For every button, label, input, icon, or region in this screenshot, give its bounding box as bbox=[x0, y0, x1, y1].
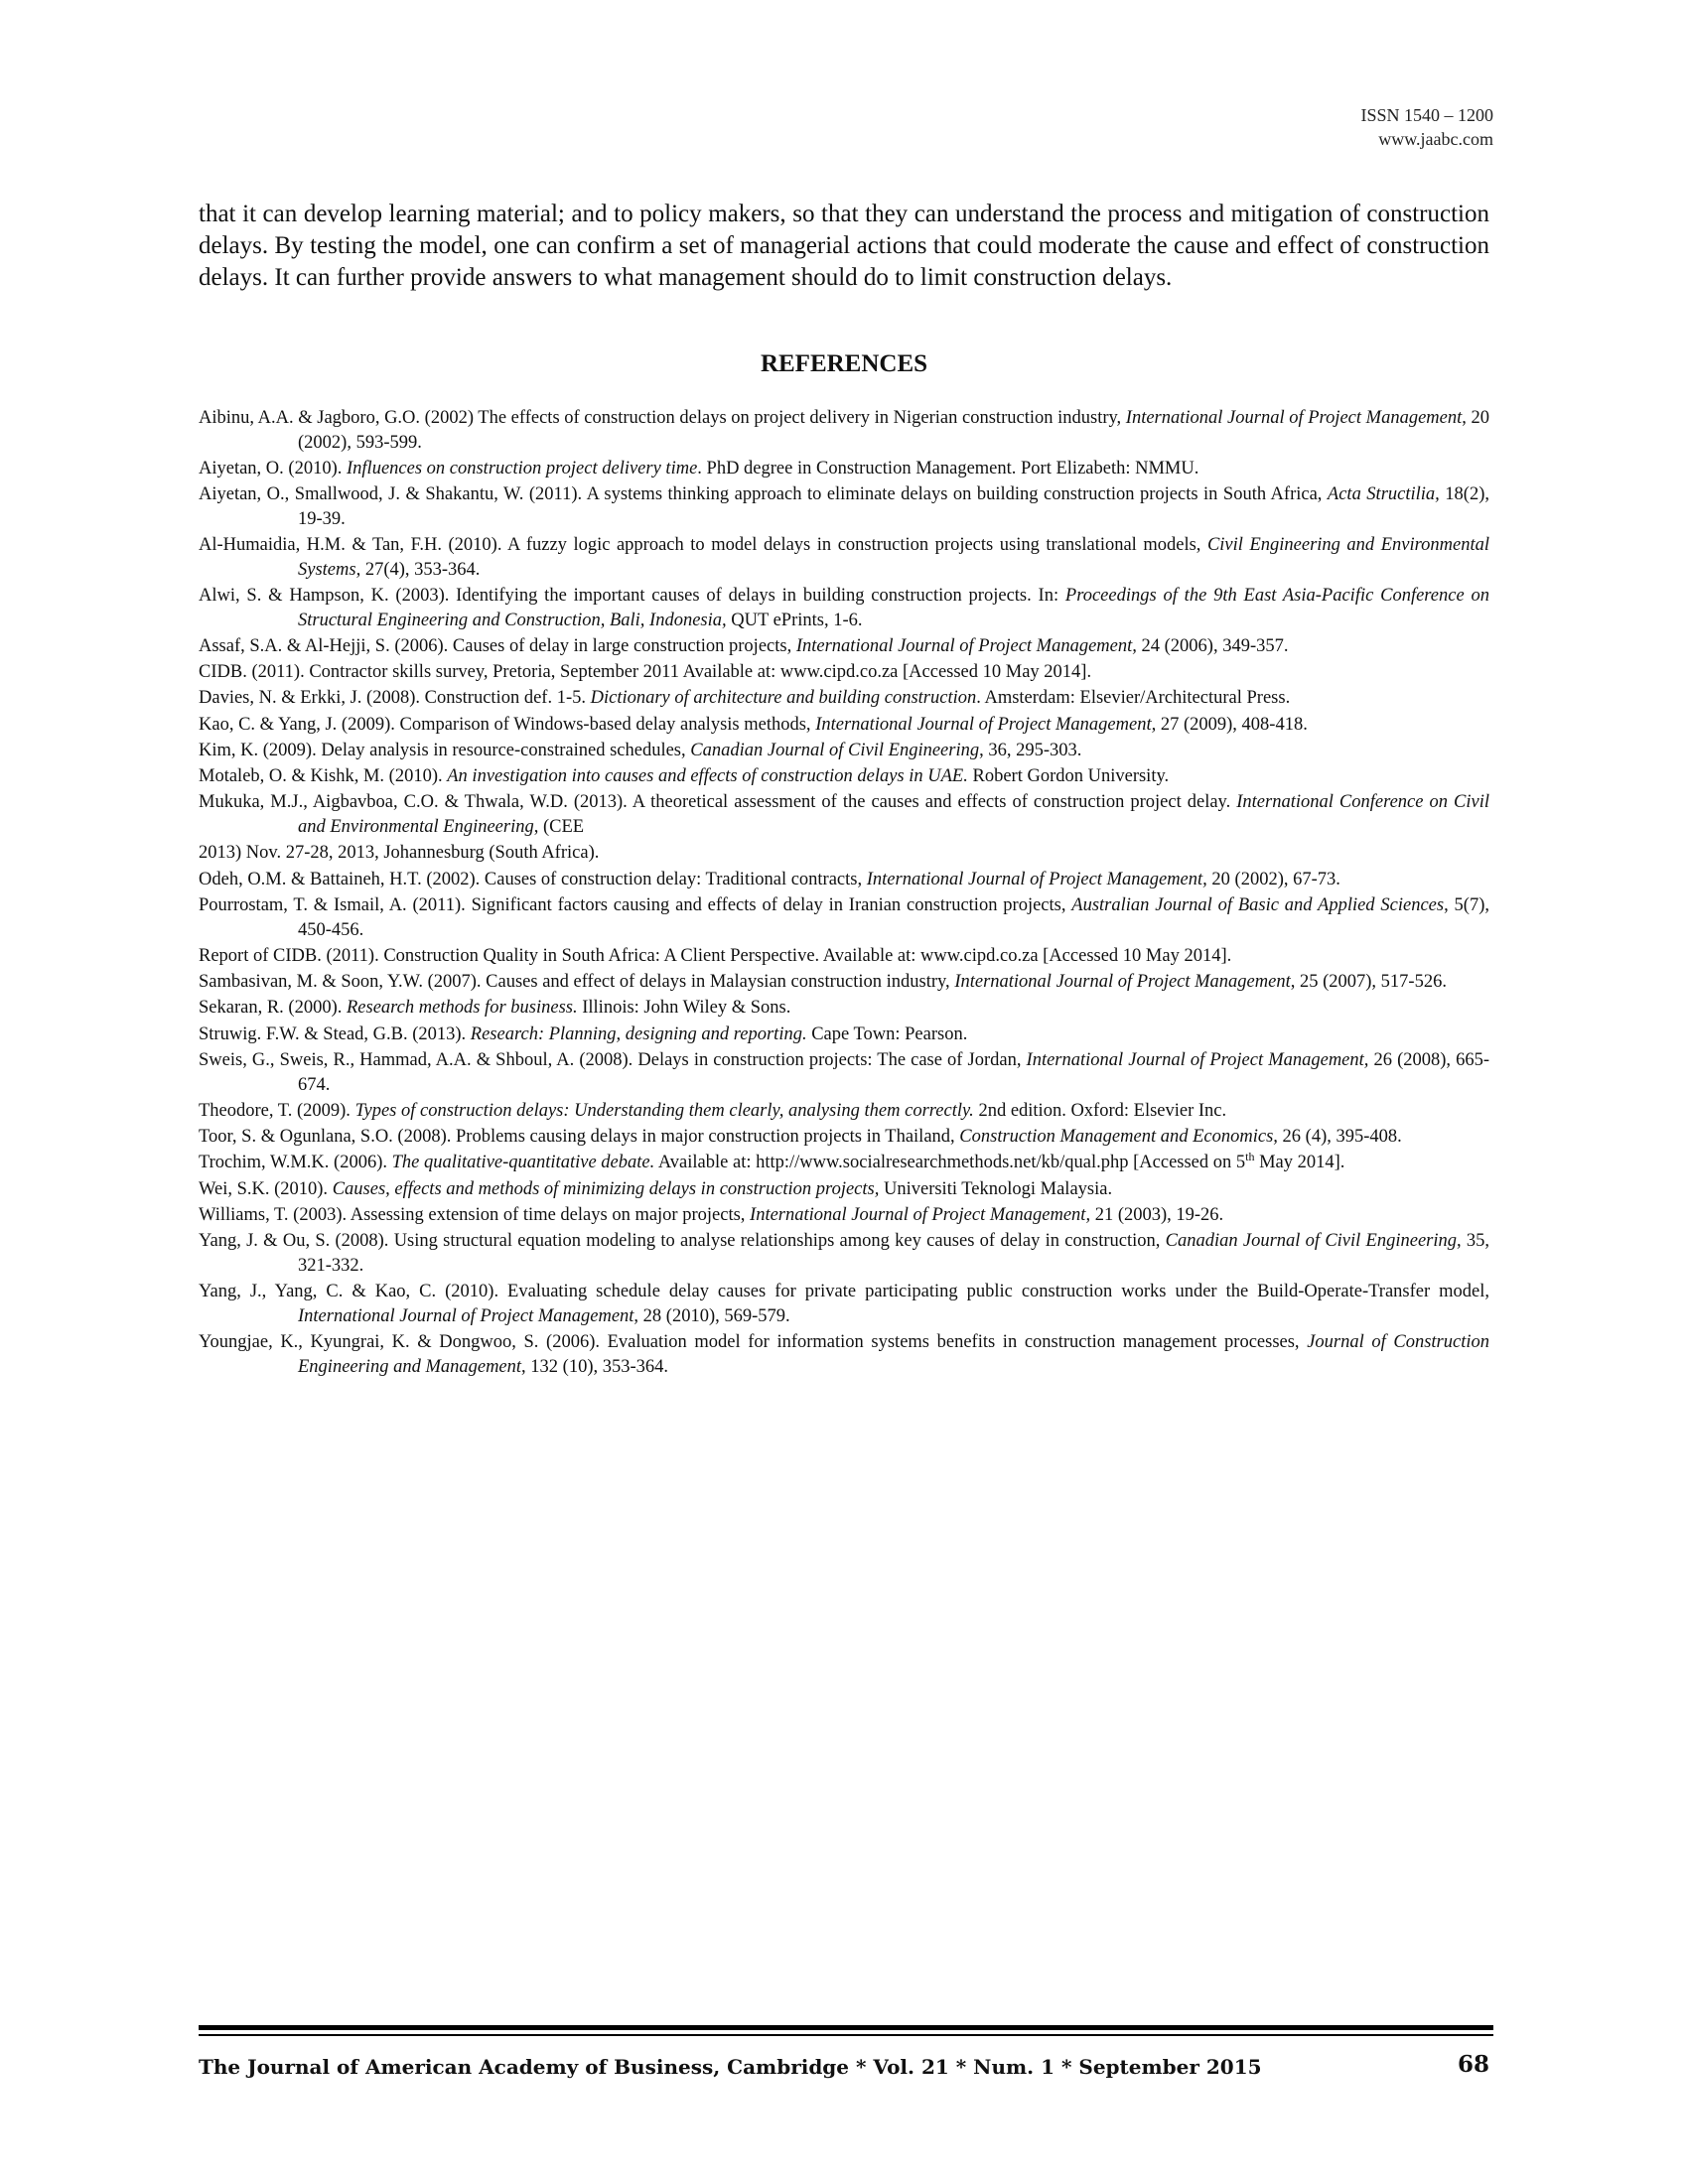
reference-details: , 35, 321-332. bbox=[298, 1231, 1490, 1276]
reference-text: Motaleb, O. & Kishk, M. (2010). bbox=[199, 766, 448, 787]
reference-details: . PhD degree in Construction Management. Port Elizabeth: NMMU. bbox=[697, 458, 1199, 478]
reference-details: Available at: http://www.socialresearchmethods.net/kb/qual.php [Accessed on 5 bbox=[654, 1153, 1246, 1173]
reference-text: Pourrostam, T. & Ismail, A. (2011). Significant factors causing and effects of delay in Iranian construction projects, bbox=[199, 894, 1072, 915]
footer-rule-thin bbox=[199, 2034, 1493, 2036]
reference-item bbox=[199, 686, 1489, 711]
reference-details: Robert Gordon University. bbox=[967, 766, 1170, 787]
reference-source-title: Causes, effects and methods of minimizing delays in construction projects, bbox=[332, 1178, 880, 1199]
reference-text: Sekaran, R. (2000). bbox=[199, 998, 347, 1019]
reference-item bbox=[199, 1023, 1489, 1047]
reference-details: 20 (2002), 67-73. bbox=[1206, 869, 1340, 889]
reference-text: Alwi, S. & Hampson, K. (2003). Identifying the important causes of delays in building construction projects. In: bbox=[199, 585, 1065, 606]
reference-text: Aibinu, A.A. & Jagboro, G.O. (2002) The effects of construction delays on project delivery in Nigerian construction industry, bbox=[199, 408, 1126, 428]
reference-text: CIDB. (2011). Contractor skills survey, Pretoria, September 2011 Available at: www.cipd.co.za [Accessed 10 May 2014]. bbox=[199, 662, 1092, 683]
reference-source-title: Dictionary of architecture and building construction bbox=[590, 688, 977, 709]
reference-item bbox=[199, 533, 1489, 582]
reference-text: Davies, N. & Erkki, J. (2008). Construction def. 1-5. bbox=[199, 688, 591, 709]
references-list bbox=[199, 406, 1489, 1381]
reference-text: Aiyetan, O., Smallwood, J. & Shakantu, W. (2011). A systems thinking approach to eliminate delays on building construction projects in South Africa, bbox=[199, 484, 1328, 505]
reference-source-title: Australian Journal of Basic and Applied Sciences bbox=[1071, 894, 1445, 915]
reference-text: Mukuka, M.J., Aigbavboa, C.O. & Thwala, W.D. (2013). A theoretical assessment of the causes and effects of construction project delay. bbox=[199, 792, 1237, 813]
reference-source-title: Canadian Journal of Civil Engineering bbox=[690, 740, 980, 760]
page-number: 68 bbox=[1457, 2051, 1489, 2078]
reference-item bbox=[199, 1280, 1489, 1328]
reference-details: , 20 (2002), 593-599. bbox=[298, 408, 1490, 453]
reference-text: Sambasivan, M. & Soon, Y.W. (2007). Causes and effect of delays in Malaysian construction industry, bbox=[199, 972, 955, 993]
reference-text: Trochim, W.M.K. (2006). bbox=[199, 1153, 392, 1173]
reference-item bbox=[199, 1203, 1489, 1228]
reference-superscript: th bbox=[1245, 1150, 1255, 1164]
intro-paragraph: that it can develop learning material; and to policy makers, so that they can understand the process and mitigation of construction delays. By testing the model, one can confirm a set of managerial actions that could moderate the cause and effect of construction delays. It can further provide answers to what management should do to limit construction delays. bbox=[199, 201, 1489, 291]
reference-source-title: The qualitative-quantitative debate. bbox=[391, 1153, 655, 1173]
reference-text: Williams, T. (2003). Assessing extension of time delays on major projects, bbox=[199, 1204, 751, 1225]
website-label: www.jaabc.com bbox=[1378, 129, 1493, 149]
reference-item bbox=[199, 868, 1489, 892]
issn-label: ISSN 1540 – 1200 bbox=[1360, 105, 1493, 125]
reference-text: Aiyetan, O. (2010). bbox=[199, 458, 347, 478]
reference-details: Illinois: John Wiley & Sons. bbox=[577, 998, 791, 1019]
reference-source-title: International Journal of Project Management, bbox=[815, 714, 1157, 735]
reference-item bbox=[199, 660, 1489, 685]
reference-details: , 36, 295-303. bbox=[979, 740, 1082, 760]
reference-item bbox=[199, 1048, 1489, 1097]
reference-details: , (CEE bbox=[533, 817, 585, 838]
reference-details: 21 (2003), 19-26. bbox=[1090, 1204, 1224, 1225]
references-heading: REFERENCES bbox=[760, 350, 928, 377]
reference-text: Struwig. F.W. & Stead, G.B. (2013). bbox=[199, 1024, 471, 1044]
reference-details: Universiti Teknologi Malaysia. bbox=[879, 1178, 1113, 1199]
reference-details: , 132 (10), 353-364. bbox=[521, 1356, 669, 1377]
reference-item bbox=[199, 584, 1489, 632]
reference-item bbox=[199, 1330, 1489, 1379]
reference-text: 2013) Nov. 27-28, 2013, Johannesburg (South Africa). bbox=[199, 843, 600, 864]
reference-source-title: International Journal of Project Management, bbox=[795, 635, 1137, 656]
reference-details: May 2014]. bbox=[1254, 1153, 1345, 1173]
reference-text: Sweis, G., Sweis, R., Hammad, A.A. & Shboul, A. (2008). Delays in construction projects: The case of Jordan, bbox=[199, 1049, 1027, 1070]
reference-item bbox=[199, 457, 1489, 481]
reference-source-title: Journal of Construction Engineering and Management bbox=[298, 1331, 1489, 1377]
reference-item bbox=[199, 406, 1489, 455]
reference-source-title: Civil Engineering and Environmental Systems, bbox=[298, 535, 1489, 580]
reference-source-title: International Journal of Project Management bbox=[298, 1305, 634, 1326]
reference-details: 27(4), 353-364. bbox=[360, 559, 481, 580]
reference-source-title: Proceedings of the 9th East Asia-Pacific Conference on Structural Engineering and Construction, Bali, Indonesia, bbox=[298, 585, 1489, 630]
reference-details: 26 (4), 395-408. bbox=[1277, 1127, 1402, 1148]
reference-item bbox=[199, 764, 1489, 789]
reference-source-title: Research methods for business. bbox=[347, 998, 578, 1019]
reference-source-title: Research: Planning, designing and reporting. bbox=[470, 1024, 807, 1044]
running-header bbox=[1360, 103, 1493, 151]
reference-item bbox=[199, 713, 1489, 738]
reference-source-title: International Journal of Project Management bbox=[1125, 408, 1463, 428]
reference-item bbox=[199, 1099, 1489, 1124]
reference-text: Theodore, T. (2009). bbox=[199, 1100, 355, 1121]
reference-source-title: Acta Structilia, bbox=[1327, 484, 1440, 505]
reference-item bbox=[199, 970, 1489, 995]
reference-text: Kao, C. & Yang, J. (2009). Comparison of Windows-based delay analysis methods, bbox=[199, 714, 816, 735]
reference-item bbox=[199, 893, 1489, 942]
reference-details: Cape Town: Pearson. bbox=[806, 1024, 968, 1044]
reference-details: . Amsterdam: Elsevier/Architectural Press. bbox=[976, 688, 1291, 709]
reference-details: , 25 (2007), 517-526. bbox=[1290, 972, 1447, 993]
reference-item bbox=[199, 790, 1489, 839]
reference-item bbox=[199, 1125, 1489, 1150]
reference-text: Yang, J. & Ou, S. (2008). Using structural equation modeling to analyse relationships among key causes of delay in construction, bbox=[199, 1231, 1166, 1252]
reference-details: 26 (2008), 665-674. bbox=[298, 1049, 1490, 1095]
footer-journal: The Journal of American Academy of Business, Cambridge * Vol. 21 * Num. 1 * September 2015 bbox=[199, 2055, 1262, 2079]
reference-source-title: Influences on construction project delivery time bbox=[347, 458, 698, 478]
reference-source-title: International Journal of Project Management bbox=[954, 972, 1291, 993]
reference-source-title: Construction Management and Economics, bbox=[959, 1127, 1278, 1148]
reference-item bbox=[199, 739, 1489, 763]
reference-details: , 5(7), 450-456. bbox=[298, 894, 1489, 940]
reference-text: Yang, J., Yang, C. & Kao, C. (2010). Evaluating schedule delay causes for private participating public construction works under the Build-Operate-Transfer model, bbox=[199, 1282, 1489, 1302]
reference-text: Wei, S.K. (2010). bbox=[199, 1178, 333, 1199]
reference-text: Kim, K. (2009). Delay analysis in resource-constrained schedules, bbox=[199, 740, 691, 760]
reference-text: Youngjae, K., Kyungrai, K. & Dongwoo, S. (2006). Evaluation model for information systems benefits in construction management processes, bbox=[199, 1331, 1308, 1352]
reference-source-title: An investigation into causes and effects of construction delays in UAE. bbox=[447, 766, 968, 787]
reference-item bbox=[199, 996, 1489, 1021]
reference-text: Al-Humaidia, H.M. & Tan, F.H. (2010). A fuzzy logic approach to model delays in construction projects using translational models, bbox=[199, 535, 1207, 556]
reference-item bbox=[199, 634, 1489, 659]
reference-item bbox=[199, 841, 1489, 866]
reference-text: Report of CIDB. (2011). Construction Quality in South Africa: A Client Perspective. Available at: www.cipd.co.za [Accessed 10 May 2014]. bbox=[199, 945, 1232, 966]
reference-details: 18(2), 19-39. bbox=[298, 484, 1489, 529]
reference-details: , 28 (2010), 569-579. bbox=[633, 1305, 790, 1326]
reference-item bbox=[199, 1151, 1489, 1175]
reference-source-title: International Journal of Project Management, bbox=[1026, 1049, 1369, 1070]
reference-details: QUT ePrints, 1-6. bbox=[726, 610, 863, 630]
reference-source-title: International Conference on Civil and Environmental Engineering bbox=[298, 792, 1489, 838]
reference-item bbox=[199, 482, 1489, 531]
reference-item bbox=[199, 1177, 1489, 1202]
footer-rule bbox=[199, 2025, 1493, 2030]
reference-text: Odeh, O.M. & Battaineh, H.T. (2002). Causes of construction delay: Traditional contracts, bbox=[199, 869, 867, 889]
reference-details: 27 (2009), 408-418. bbox=[1156, 714, 1308, 735]
reference-source-title: Canadian Journal of Civil Engineering bbox=[1165, 1231, 1457, 1252]
reference-item bbox=[199, 944, 1489, 969]
reference-details: 2nd edition. Oxford: Elsevier Inc. bbox=[973, 1100, 1227, 1121]
reference-details: 24 (2006), 349-357. bbox=[1136, 635, 1289, 656]
reference-source-title: Types of construction delays: Understanding them clearly, analysing them correctly. bbox=[354, 1100, 974, 1121]
reference-source-title: International Journal of Project Management, bbox=[866, 869, 1207, 889]
reference-text: Toor, S. & Ogunlana, S.O. (2008). Problems causing delays in major construction projects in Thailand, bbox=[199, 1127, 960, 1148]
reference-source-title: International Journal of Project Management, bbox=[750, 1204, 1091, 1225]
reference-text: Assaf, S.A. & Al-Hejji, S. (2006). Causes of delay in large construction projects, bbox=[199, 635, 796, 656]
reference-item bbox=[199, 1229, 1489, 1278]
